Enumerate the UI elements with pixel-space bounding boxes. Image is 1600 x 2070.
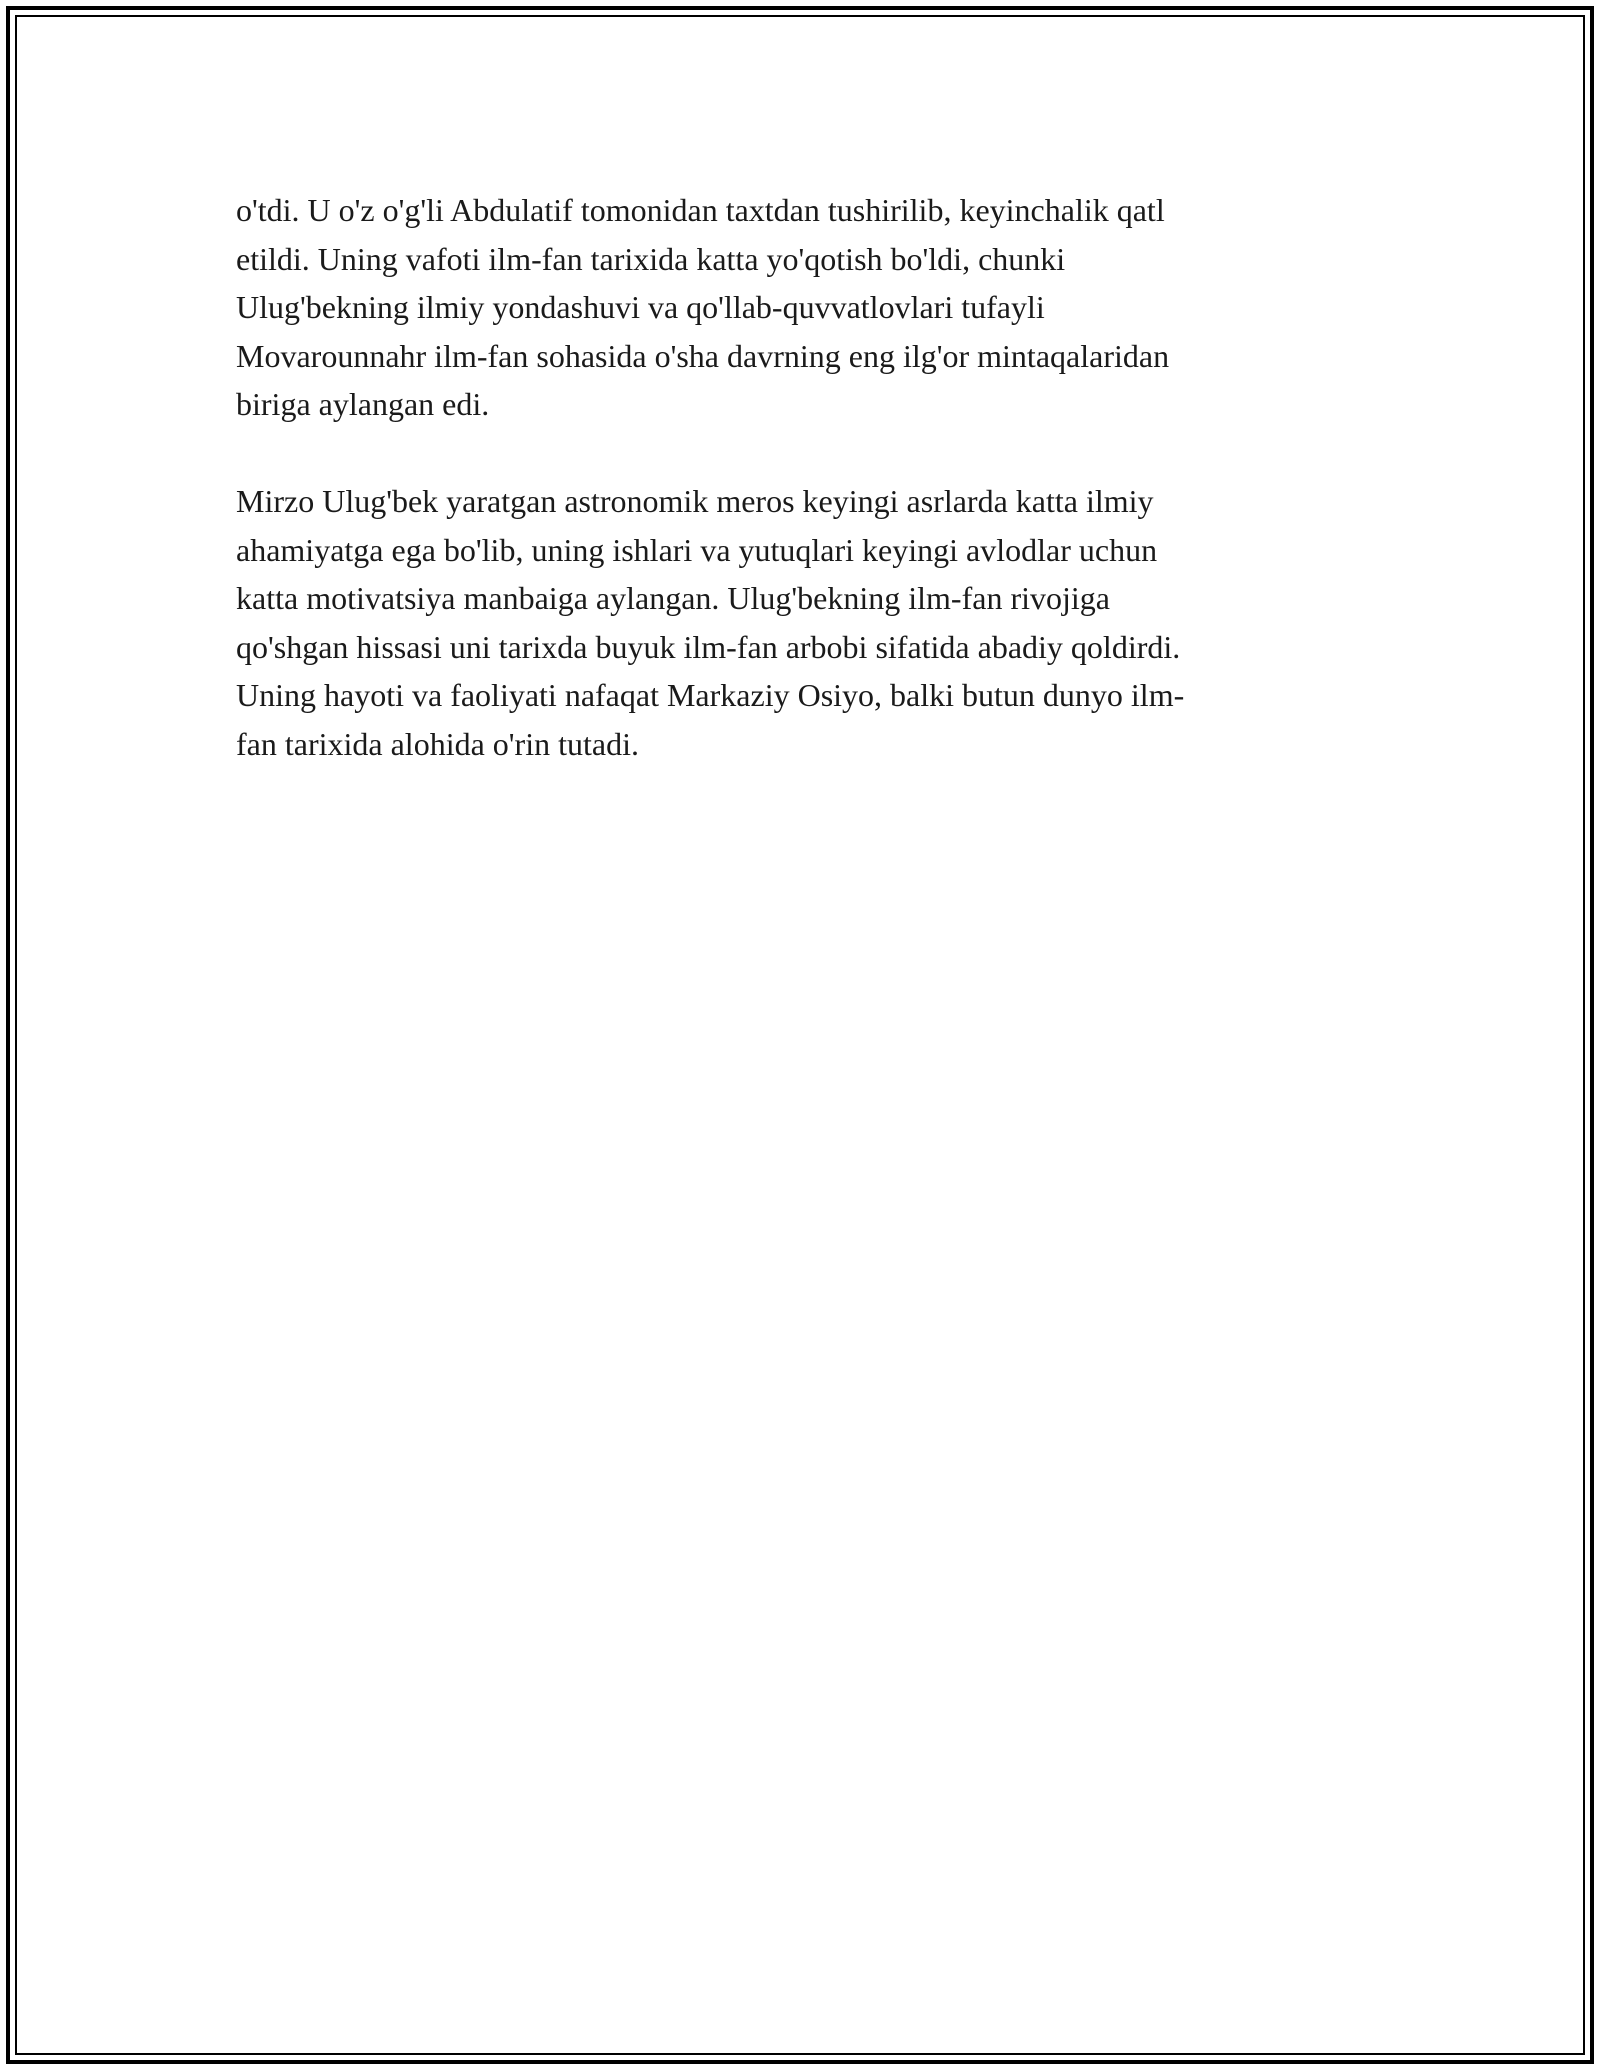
- text-line: o'tdi. U o'z o'g'li Abdulatif tomonidan taxtdan tushirilib, keyinchalik qatl: [236, 192, 1165, 228]
- text-line: Mirzo Ulug'bek yaratgan astronomik meros keyingi asrlarda katta ilmiy: [236, 483, 1154, 519]
- text-line: etildi. Uning vafoti ilm-fan tarixida katta yo'qotish bo'ldi, chunki: [236, 240, 1066, 277]
- text-line: katta motivatsiya manbaiga aylangan. Ulug'bekning ilm-fan rivojiga: [236, 580, 1110, 616]
- text-line: Movarounnahr ilm-fan sohasida o'sha davrning eng ilg'or mintaqalaridan: [236, 337, 1170, 374]
- paragraph-2: [236, 477, 1336, 768]
- text-line: Uning hayoti va faoliyati nafaqat Markaziy Osiyo, balki butun dunyo ilm-: [236, 677, 1185, 713]
- paragraph-1: [236, 186, 1336, 429]
- text-line: biriga aylangan edi.: [236, 386, 490, 422]
- text-line: Ulug'bekning ilmiy yondashuvi va qo'llab-quvvatlovlari tufayli: [236, 289, 1045, 325]
- text-line: qo'shgan hissasi uni tarixda buyuk ilm-fan arbobi sifatida abadiy qoldirdi.: [236, 628, 1181, 665]
- text-line: fan tarixida alohida o'rin tutadi.: [236, 725, 639, 762]
- text-line: ahamiyatga ega bo'lib, uning ishlari va yutuqlari keyingi avlodlar uchun: [236, 531, 1158, 568]
- paragraph-spacer: [236, 429, 1336, 478]
- document-body: [236, 186, 1336, 768]
